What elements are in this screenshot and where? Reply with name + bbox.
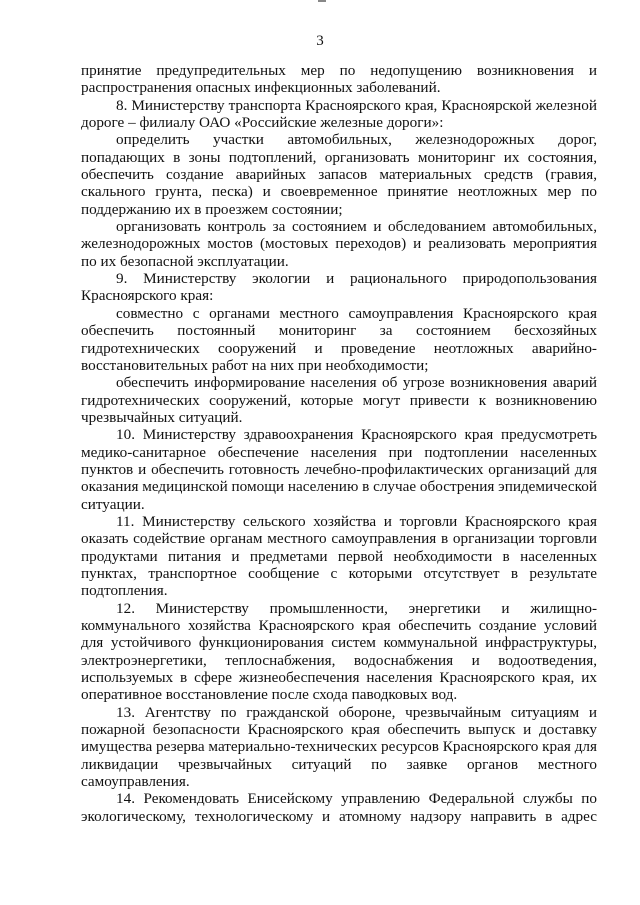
paragraph-item-10: 10. Министерству здравоохранения Красноярского края предусмотреть медико-санитарное обеспечение населения при подтоплении населенных пунктов и обеспечить готовность лечебно-профилактических организаций для оказания медицинской помощи населению в случае обострения эпидемической ситуации. — [81, 426, 597, 513]
paragraph-item-12: 12. Министерству промышленности, энергетики и жилищно-коммунального хозяйства Красноярского края обеспечить создание условий для устойчивого функционирования систем коммунальной инфраструктуры, электроэнергетики, теплоснабжения, водоснабжения и водоотведения, используемых в сфере жизнеобеспечения населения Красноярского края, их оперативное восстановление после схода паводковых вод. — [81, 599, 597, 704]
paragraph-item-11: 11. Министерству сельского хозяйства и торговли Красноярского края оказать содействие органам местного самоуправления в организации торговли продуктами питания и предметами первой необходимости в населенных пунктах, транспортное сообщение с которыми отсутствует в результате подтопления. — [81, 512, 597, 600]
paragraph-item-13: 13. Агентству по гражданской обороне, чрезвычайным ситуациям и пожарной безопасности Красноярского края обеспечить выпуск и доставку имущества резерва материально-технических ресурсов Красноярского края для ликвидации чрезвычайных ситуаций по заявке органов местного самоуправления. — [81, 703, 597, 791]
paragraph-item-9-task-1: совместно с органами местного самоуправления Красноярского края обеспечить постоянный мониторинг за состоянием бесхозяйных гидротехнических сооружений и проведение неотложных аварийно-восстановительных работ на них при необходимости; — [81, 304, 597, 374]
paragraph-item-9: 9. Министерству экологии и рационального природопользования Красноярского края: — [81, 270, 597, 305]
paragraph-item-8-task-1: определить участки автомобильных, железнодорожных дорог, попадающих в зоны подтоплений, организовать мониторинг их состояния, обеспечить создание аварийных запасов материальных средств (гравия, скального грунта, песка) и своевременное принятие неотложных мер по поддержанию их в проезжем состоянии; — [81, 131, 597, 218]
paragraph-item-8: 8. Министерству транспорта Красноярского края, Красноярской железной дороге – филиалу ОАО «Российские железные дороги»: — [81, 96, 597, 132]
paragraph-item-9-task-2: обеспечить информирование населения об угрозе возникновения аварий гидротехнических сооружений, которые могут привести к возникновению чрезвычайных ситуаций. — [81, 374, 597, 426]
page-number: 3 — [316, 33, 324, 49]
document-body — [81, 62, 597, 825]
top-edge-mark — [318, 0, 326, 2]
paragraph-continuation: принятие предупредительных мер по недопущению возникновения и распространения опасных инфекционных заболеваний. — [81, 62, 597, 97]
paragraph-item-14: 14. Рекомендовать Енисейскому управлению Федеральной службы по экологическому, технологическому и атомному надзору направить в адрес — [81, 790, 597, 825]
paragraph-item-8-task-2: организовать контроль за состоянием и обследованием автомобильных, железнодорожных мостов (мостовых переходов) и реализовать мероприятия по их безопасной эксплуатации. — [81, 218, 597, 270]
